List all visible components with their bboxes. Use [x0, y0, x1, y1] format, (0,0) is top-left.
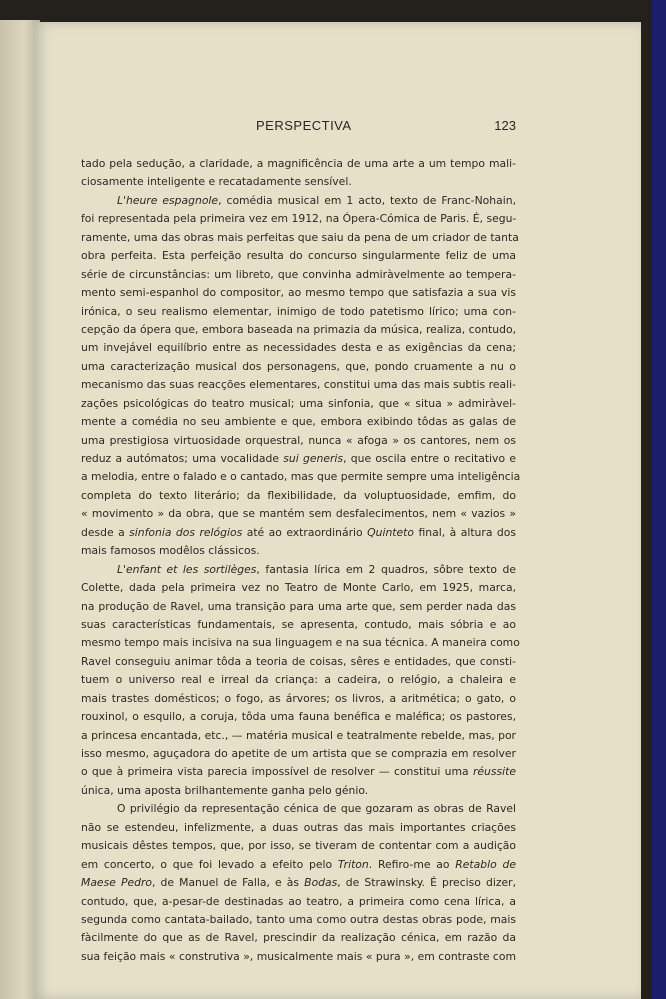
text-line: mecanismo das suas reacções elementares, constitui uma das mais subtis reali-: [81, 378, 516, 392]
text-line: a princesa encantada, etc., — matéria musical e teatralmente rebelde, mas, por: [81, 728, 516, 742]
text-line: tado pela sedução, a claridade, a magnificência de uma arte a um tempo mali-: [81, 157, 516, 170]
text-line: irónica, o seu realismo elementar, inimigo de todo patetismo lírico; uma con-: [81, 304, 516, 318]
text-line: um invejável equilíbrio entre as necessidades desta e as exigências da cena;: [81, 341, 516, 355]
text-line: Ravel conseguiu animar tôda a teoria de coisas, sêres e entidades, que consti-: [81, 654, 516, 668]
text-line: suas características fundamentais, se apresenta, contudo, mais sóbria e ao: [81, 617, 516, 631]
text-line: tuem o universo real e irreal da criança: a cadeira, o relógio, a chaleira e: [81, 673, 516, 687]
text-line: ramente, uma das obras mais perfeitas que saiu da pena de um criador de tanta: [81, 230, 519, 244]
text-line: contudo, que, a-pesar-de destinadas ao teatro, a primeira como cena lírica, a: [81, 894, 516, 908]
text-line: reduz a autómatos; uma vocalidade sui generis, que oscila entre o recitativo e: [81, 452, 516, 465]
text-line: a melodia, entre o falado e o cantado, mas que permite sempre uma inteligência: [81, 470, 521, 484]
page-header: [80, 118, 516, 136]
text-line: mesmo tempo mais incisiva na sua linguagem e na sua técnica. A maneira como: [81, 636, 520, 650]
text-line: rouxinol, o esquilo, a coruja, tôda uma fauna benéfica e maléfica; os pastores,: [81, 710, 516, 724]
text-line: mente a comédia no seu ambiente e que, embora exibindo tôdas as galas de: [81, 415, 516, 429]
text-line: série de circunstâncias: um libreto, que convinha admiràvelmente ao tempera-: [81, 267, 516, 281]
body-text: [81, 155, 521, 966]
text-line: Colette, dada pela primeira vez no Teatro de Monte Carlo, em 1925, marca,: [81, 581, 516, 595]
text-line: sua feição mais « construtiva », musicalmente mais « pura », em contraste com: [81, 949, 516, 963]
text-line: uma prestigiosa virtuosidade orquestral, nunca « afoga » os cantores, nem os: [81, 433, 516, 447]
text-line: musicais dêstes tempos, que, por isso, se tiveram de contentar com a audição: [81, 839, 516, 853]
text-line: foi representada pela primeira vez em 1912, na Ópera-Cómica de Paris. É, segu-: [81, 212, 517, 226]
text-line: « movimento » da obra, que se mantém sem desfalecimentos, nem « vazios »: [81, 507, 516, 521]
text-line: o que à primeira vista parecia impossível de resolver — constitui uma réussite: [81, 765, 516, 779]
text-line: mais famosos modêlos clássicos.: [81, 544, 260, 558]
text-line: não se estendeu, infelizmente, a duas outras das mais importantes criações: [81, 820, 516, 834]
text-line: cepção da ópera que, embora baseada na primazia da música, realiza, contudo,: [81, 322, 516, 336]
text-line: ciosamente inteligente e recatadamente sensível.: [81, 175, 352, 189]
text-line: uma caracterização musical dos personagens, que, pondo cruamente a nu o: [81, 359, 516, 373]
text-line: mais trastes domésticos; o fogo, as árvores; os livros, a aritmética; o gato, o: [81, 691, 516, 705]
text-line: obra perfeita. Esta perfeição resulta do concurso singularmente feliz de uma: [81, 249, 516, 263]
text-line: segunda como cantata-bailado, tanto uma como outra destas obras pode, mais: [81, 912, 516, 926]
running-title: PERSPECTIVA: [256, 118, 352, 133]
text-line: O privilégio da representação cénica de que gozaram as obras de Ravel: [117, 802, 516, 816]
text-line: L'enfant et les sortilèges, fantasia lírica em 2 quadros, sôbre texto de: [117, 562, 516, 576]
text-line: isso mesmo, aguçadora do apetite de um artista que se comprazia em resolver: [81, 747, 516, 760]
text-line: única, uma aposta brilhantemente ganha pelo génio.: [81, 783, 369, 797]
page-number: 123: [494, 118, 516, 133]
text-line: em concerto, o que foi levado a efeito pelo Triton. Refiro-me ao Retablo de: [81, 857, 516, 871]
text-line: desde a sinfonia dos relógios até ao extraordinário Quinteto final, à altura dos: [81, 525, 516, 539]
text-line: na produção de Ravel, uma transição para uma arte que, sem perder nada das: [81, 599, 516, 613]
scan-edge-bar: [652, 0, 666, 999]
text-line: fàcilmente do que as de Ravel, prescindir da realização cénica, em razão da: [81, 931, 516, 945]
text-line: Maese Pedro, de Manuel de Falla, e às Bodas, de Strawinsky. É preciso dizer,: [81, 876, 516, 890]
text-line: L'heure espagnole, comédia musical em 1 acto, texto de Franc-Nohain,: [117, 193, 516, 207]
text-line: zações psicológicas do teatro musical; uma sinfonia, que « situa » admiràvel-: [81, 396, 516, 410]
text-line: completa do texto literário; da flexibilidade, da voluptuosidade, emfim, do: [81, 488, 516, 502]
text-line: mento semi-espanhol do compositor, ao mesmo tempo que satisfazia a sua vis: [81, 286, 516, 300]
